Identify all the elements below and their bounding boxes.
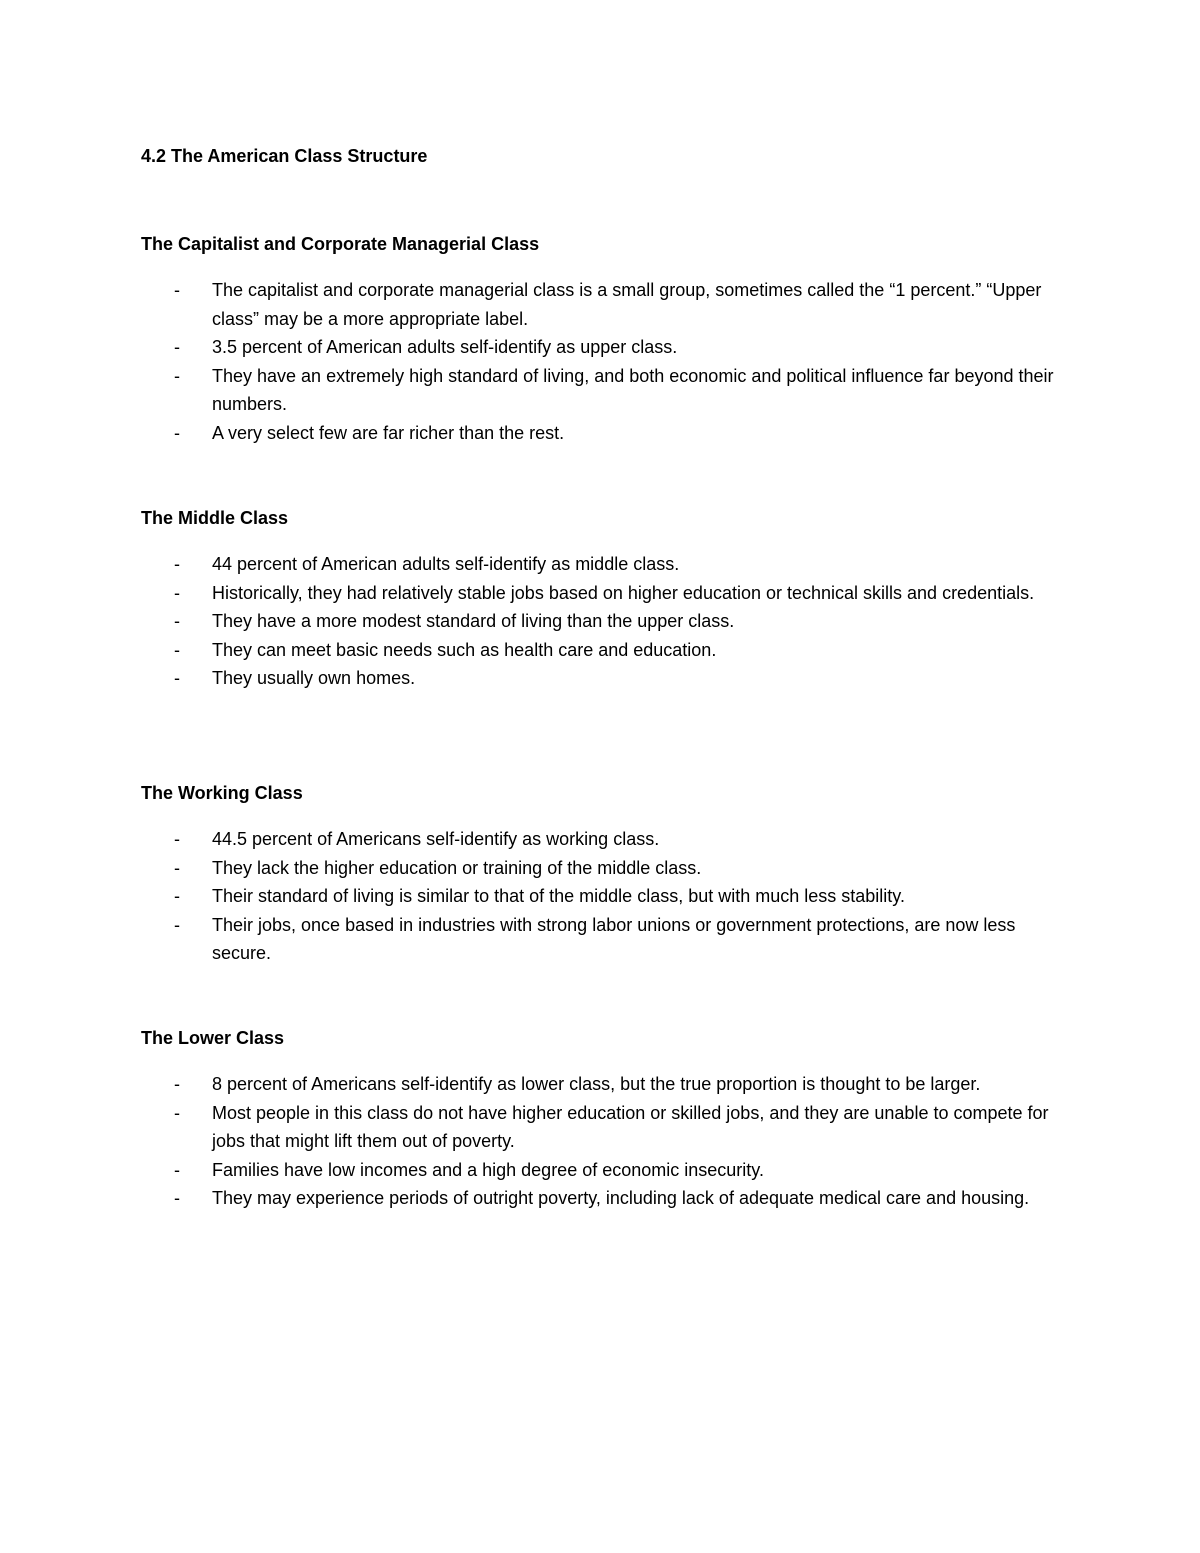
bullet-dash: - [174,337,180,357]
list-item [141,1184,1061,1213]
list-item-text: Their jobs, once based in industries with strong labor unions or government protections, are now less secure. [212,914,1016,963]
list-item-text: Families have low incomes and a high degree of economic insecurity. [212,1159,764,1180]
list-item-text: 44 percent of American adults self-identify as middle class. [212,554,680,574]
list-item [141,1156,1061,1185]
bullet-dash: - [174,829,180,849]
list-item-text: The capitalist and corporate managerial class is a small group, sometimes called the “1 percent.” “Upper class” may be a more appropriate label. [212,280,1042,329]
bullet-dash: - [174,857,180,878]
bullet-dash: - [174,611,180,631]
list-item-text: Most people in this class do not have higher education or skilled jobs, and they are unable to compete for jobs that might lift them out of poverty. [212,1102,1049,1151]
bullet-list [141,1070,1061,1213]
list-item-text: They usually own homes. [212,668,416,688]
bullet-dash: - [174,639,180,660]
bullet-list [141,276,1061,447]
section-heading: The Middle Class [141,508,289,528]
list-item [141,362,1061,419]
section-heading: The Capitalist and Corporate Managerial Class [141,234,540,254]
list-item [141,911,1061,968]
list-item-text: They may experience periods of outright poverty, including lack of adequate medical care and housing. [212,1188,1030,1208]
list-item-text: 3.5 percent of American adults self-identify as upper class. [212,337,678,357]
list-item-text: Their standard of living is similar to that of the middle class, but with much less stability. [212,886,905,906]
bullet-dash: - [174,1074,180,1094]
section-lower-class [141,1026,1061,1213]
section-heading: The Working Class [141,783,303,803]
bullet-dash: - [174,422,180,443]
section-middle-class [141,506,1061,693]
list-item [141,882,1061,911]
list-item [141,1070,1061,1099]
bullet-dash: - [174,914,180,935]
bullet-dash: - [174,582,180,603]
list-item [141,664,1061,693]
list-item [141,1099,1061,1156]
bullet-dash: - [174,886,180,906]
list-item-text: They have an extremely high standard of living, and both economic and political influence far beyond their numbers. [212,365,1054,414]
list-item [141,607,1061,636]
section-heading: The Lower Class [141,1028,285,1048]
list-item [141,333,1061,362]
list-item-text: Historically, they had relatively stable jobs based on higher education or technical skills and credentials. [212,582,1035,603]
bullet-dash: - [174,365,180,386]
list-item-text: They can meet basic needs such as health care and education. [212,639,717,660]
bullet-dash: - [174,668,180,688]
list-item [141,825,1061,854]
list-item-text: 8 percent of Americans self-identify as lower class, but the true proportion is thought to be larger. [212,1074,981,1094]
bullet-dash: - [174,1188,180,1208]
list-item-text: A very select few are far richer than the rest. [212,422,565,443]
list-item [141,579,1061,608]
list-item [141,419,1061,448]
bullet-list [141,550,1061,693]
bullet-dash: - [174,1159,180,1180]
list-item [141,550,1061,579]
section-working-class [141,781,1061,968]
list-item [141,636,1061,665]
list-item-text: They lack the higher education or training of the middle class. [212,857,702,878]
list-item [141,276,1061,333]
list-item [141,854,1061,883]
bullet-dash: - [174,554,180,574]
list-item-text: They have a more modest standard of living than the upper class. [212,611,735,631]
bullet-dash: - [174,1102,180,1123]
list-item-text: 44.5 percent of Americans self-identify as working class. [212,829,660,849]
section-capitalist-class [141,232,1061,447]
bullet-list [141,825,1061,968]
bullet-dash: - [174,280,180,300]
document-title: 4.2 The American Class Structure [141,146,428,166]
